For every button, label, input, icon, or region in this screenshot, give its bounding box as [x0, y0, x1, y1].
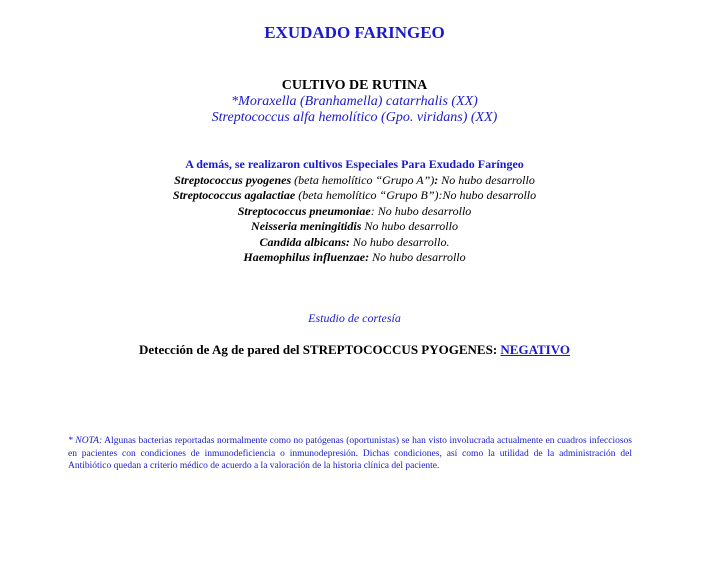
note-prefix: * NOTA: — [68, 436, 103, 446]
separator: : — [438, 188, 443, 202]
organism-line: *Moraxella (Branhamella) catarrhalis (XX) — [231, 94, 478, 109]
organism-name: Streptococcus agalactiae — [172, 188, 296, 202]
organism-name: Streptococcus pneumoniae — [237, 203, 371, 218]
organism-name: Candida albicans: — [259, 234, 350, 249]
special-cultures-heading: A demás, se realizaron cultivos Especiales Para Exudado Faríngeo — [185, 157, 524, 171]
antigen-detection-label: Detección de Ag de pared del STREPTOCOCCUS PYOGENES — [139, 342, 493, 357]
document-title: EXUDADO FARINGEO — [264, 23, 445, 42]
culture-result: No hubo desarrollo — [374, 203, 472, 218]
organism-name: Haemophilus influenzae: — [243, 250, 370, 264]
culture-result: No hubo desarrollo. — [349, 234, 450, 249]
culture-result-row — [0, 173, 709, 189]
note-text: Algunas bacterias reportadas normalmente como no patógenas (oportunistas) se han visto involucrada actualmente en cuadros infecciosos en pacientes con condiciones de inmunodeficiencia o inmunodepresión. Dichas condiciones, así como la utilidad de la administración del Antibiótico quedan a criterio médico de acuerdo a la valoración de la historia clínica del paciente. — [68, 436, 632, 471]
clinical-note — [68, 435, 632, 473]
separator: : — [370, 203, 375, 218]
culture-result: No hubo desarrollo — [438, 172, 535, 187]
courtesy-study-label: Estudio de cortesía — [308, 311, 401, 325]
routine-culture-section — [0, 78, 709, 126]
antigen-detection-line — [0, 342, 709, 358]
separator: : — [492, 342, 501, 357]
culture-result-row — [0, 219, 709, 235]
culture-result-row — [0, 204, 709, 220]
organism-detail: (beta hemolítico “Grupo A”) — [291, 172, 435, 187]
culture-result-row — [0, 250, 709, 266]
organism-detail: (beta hemolítico “Grupo B”) — [295, 188, 439, 202]
culture-result: No hubo desarrollo — [442, 188, 537, 202]
culture-result-row — [0, 235, 709, 251]
antigen-detection-result: NEGATIVO — [500, 342, 570, 357]
organism-name: Neisseria meningitidis — [251, 219, 362, 233]
culture-result: No hubo desarrollo — [369, 250, 466, 264]
culture-result: No hubo desarrollo — [361, 219, 458, 233]
special-cultures-section — [0, 157, 709, 266]
culture-result-row — [0, 188, 709, 204]
organism-line: Streptococcus alfa hemolítico (Gpo. viridans) (XX) — [211, 110, 498, 125]
organism-name: Streptococcus pyogenes — [174, 172, 292, 187]
routine-culture-heading: CULTIVO DE RUTINA — [281, 78, 428, 93]
separator: : — [434, 172, 439, 187]
